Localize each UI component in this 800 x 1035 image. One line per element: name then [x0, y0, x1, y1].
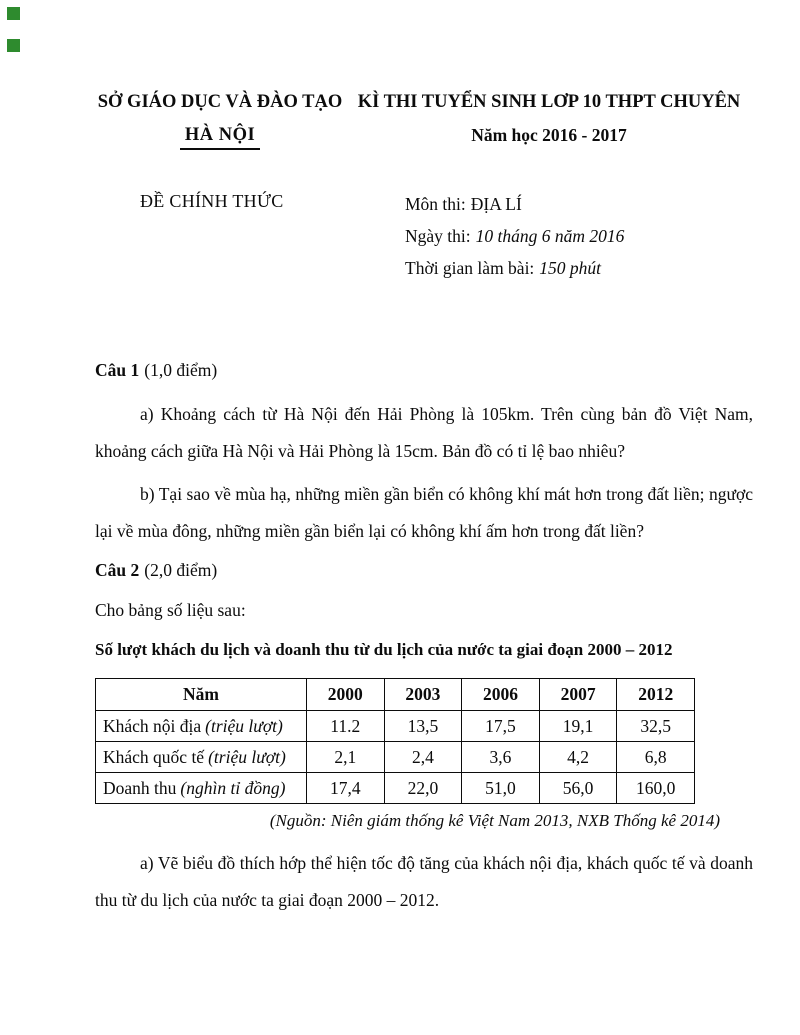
value-cell: 32,5 [617, 711, 695, 742]
tourism-data-table [95, 678, 695, 804]
value-cell: 17,4 [307, 773, 385, 804]
duration-label: Thời gian làm bài: [405, 258, 535, 278]
value-cell: 13,5 [384, 711, 462, 742]
duration-value: 150 phút [539, 258, 602, 278]
row-unit: (triệu lượt) [205, 715, 283, 736]
question-1-heading [95, 358, 753, 382]
value-cell: 56,0 [539, 773, 617, 804]
question-2-part-a: a) Vẽ biểu đồ thích hớp thể hiện tốc độ tăng của khách nội địa, khách quốc tế và doanh thu từ du lịch của nước ta giai đoạn 2000 – 2012. [95, 853, 753, 910]
school-year: Năm học 2016 - 2017 [471, 125, 627, 145]
value-cell: 2,1 [307, 742, 385, 773]
document-header [95, 90, 753, 150]
value-cell: 2,4 [384, 742, 462, 773]
value-cell: 3,6 [462, 742, 540, 773]
question-1-number: Câu 1 [95, 360, 140, 380]
table-header-row [96, 679, 695, 711]
value-cell: 22,0 [384, 773, 462, 804]
exam-title-block [345, 90, 753, 150]
table-header-cell: 2003 [384, 679, 462, 711]
table-row [96, 711, 695, 742]
table-row [96, 773, 695, 804]
table-header-cell: Năm [96, 679, 307, 711]
question-2-number: Câu 2 [95, 560, 140, 580]
green-square-marker-top [7, 7, 20, 20]
date-label: Ngày thi: [405, 226, 471, 246]
value-cell: 6,8 [617, 742, 695, 773]
value-cell: 17,5 [462, 711, 540, 742]
data-source-citation: (Nguồn: Niên giám thống kê Việt Nam 2013, NXB Thống kê 2014) [269, 811, 720, 830]
exam-name: KÌ THI TUYỂN SINH LƠP 10 THPT CHUYÊN [357, 92, 741, 112]
issuing-authority-block [95, 90, 345, 150]
row-unit: (nghìn tỉ đồng) [180, 777, 286, 798]
value-cell: 4,2 [539, 742, 617, 773]
official-exam-label: ĐỀ CHÍNH THỨC [140, 191, 284, 211]
question-1-part-b: b) Tại sao về mùa hạ, những miền gần biển có không khí mát hơn trong đất liền; ngược lại về mùa đông, những miền gần biển lại có không khí ấm hơn trong đất liền? [95, 484, 753, 541]
city-name: HÀ NỘI [180, 123, 260, 150]
date-value: 10 tháng 6 năm 2016 [475, 226, 625, 246]
value-cell: 51,0 [462, 773, 540, 804]
subject-line [405, 188, 624, 220]
question-1-points: (1,0 điểm) [144, 360, 218, 380]
question-2-points: (2,0 điểm) [144, 560, 218, 580]
question-2-intro: Cho bảng số liệu sau: [95, 600, 246, 620]
exam-meta-lines [405, 188, 624, 284]
question-1-part-a: a) Khoảng cách từ Hà Nội đến Hải Phòng là 105km. Trên cùng bản đồ Việt Nam, khoảng cách giữa Hà Nội và Hải Phòng là 15cm. Bản đồ có tỉ lệ bao nhiêu? [95, 404, 753, 461]
subject-label: Môn thi: [405, 194, 466, 214]
green-square-marker-bottom [7, 39, 20, 52]
row-label-cell: Khách quốc tế (triệu lượt) [96, 742, 307, 773]
table-header-cell: 2000 [307, 679, 385, 711]
value-cell: 11.2 [307, 711, 385, 742]
question-2-heading [95, 558, 753, 582]
date-line [405, 220, 624, 252]
table-row [96, 742, 695, 773]
row-label-cell: Doanh thu (nghìn tỉ đồng) [96, 773, 307, 804]
table-header-cell: 2007 [539, 679, 617, 711]
row-unit: (triệu lượt) [208, 746, 286, 767]
table-header-cell: 2006 [462, 679, 540, 711]
row-label-cell: Khách nội địa (triệu lượt) [96, 711, 307, 742]
data-table-title: Số lượt khách du lịch và doanh thu từ du lịch của nước ta giai đoạn 2000 – 2012 [95, 640, 673, 659]
subject-value: ĐỊA LÍ [470, 194, 522, 214]
value-cell: 19,1 [539, 711, 617, 742]
exam-meta-section [95, 188, 753, 284]
table-header-cell: 2012 [617, 679, 695, 711]
department-name: SỞ GIÁO DỤC VÀ ĐÀO TẠO [97, 92, 343, 112]
duration-line [405, 252, 624, 284]
value-cell: 160,0 [617, 773, 695, 804]
